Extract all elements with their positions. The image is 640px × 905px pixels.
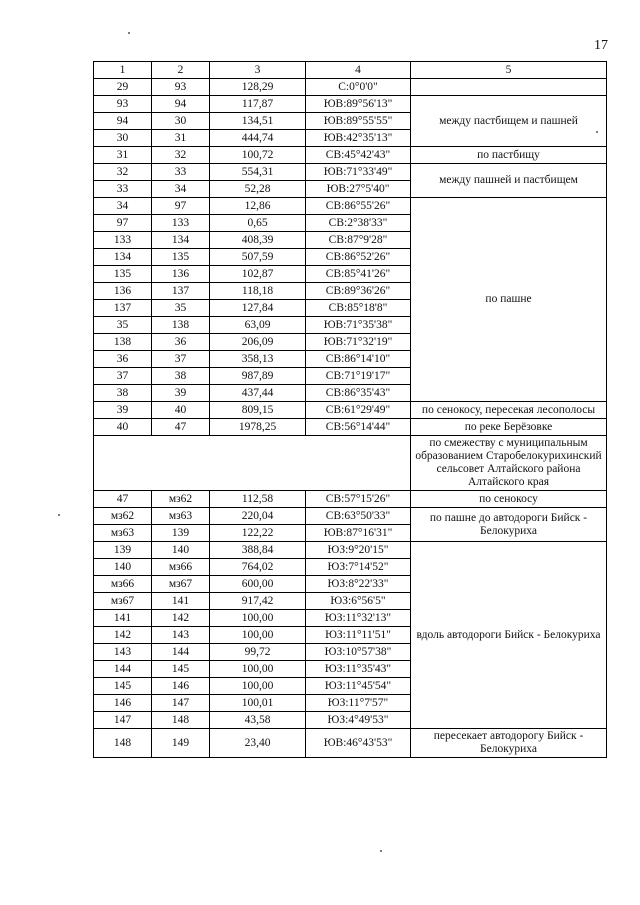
column-header: 3 bbox=[210, 62, 306, 79]
table-row bbox=[94, 198, 607, 215]
bearing-cell: ЮЗ:11°7'57" bbox=[306, 695, 411, 712]
to-point-cell: мз67 bbox=[152, 576, 210, 593]
bearing-cell: СВ:57°15'26" bbox=[306, 491, 411, 508]
distance-cell: 128,29 bbox=[210, 79, 306, 96]
from-point-cell: 39 bbox=[94, 402, 152, 419]
table-row bbox=[94, 729, 607, 758]
to-point-cell: 93 bbox=[152, 79, 210, 96]
from-point-cell: 34 bbox=[94, 198, 152, 215]
to-point-cell: 148 bbox=[152, 712, 210, 729]
to-point-cell: 138 bbox=[152, 317, 210, 334]
table-row bbox=[94, 147, 607, 164]
to-point-cell: 31 bbox=[152, 130, 210, 147]
bearing-cell: СВ:86°52'26" bbox=[306, 249, 411, 266]
bearing-cell: ЮВ:71°33'49" bbox=[306, 164, 411, 181]
distance-cell: 206,09 bbox=[210, 334, 306, 351]
to-point-cell: 39 bbox=[152, 385, 210, 402]
to-point-cell: 136 bbox=[152, 266, 210, 283]
from-point-cell: 134 bbox=[94, 249, 152, 266]
from-point-cell: 30 bbox=[94, 130, 152, 147]
bearing-cell: СВ:89°36'26" bbox=[306, 283, 411, 300]
adjacency-note: по смежеству с муниципальным образованием Старобелокурихинский сельсовет Алтайского района Алтайского края bbox=[411, 436, 607, 491]
distance-cell: 63,09 bbox=[210, 317, 306, 334]
distance-cell: 23,40 bbox=[210, 729, 306, 758]
adjacency-row bbox=[94, 436, 607, 491]
distance-cell: 987,89 bbox=[210, 368, 306, 385]
from-point-cell: 148 bbox=[94, 729, 152, 758]
distance-cell: 358,13 bbox=[210, 351, 306, 368]
distance-cell: 99,72 bbox=[210, 644, 306, 661]
from-point-cell: 143 bbox=[94, 644, 152, 661]
distance-cell: 102,87 bbox=[210, 266, 306, 283]
distance-cell: 0,65 bbox=[210, 215, 306, 232]
description-cell: по пашне bbox=[411, 198, 607, 402]
distance-cell: 507,59 bbox=[210, 249, 306, 266]
bearing-cell: СВ:63°50'33" bbox=[306, 508, 411, 525]
from-point-cell: 40 bbox=[94, 419, 152, 436]
table-row bbox=[94, 402, 607, 419]
from-point-cell: 135 bbox=[94, 266, 152, 283]
blank-cell bbox=[94, 436, 411, 491]
table-row bbox=[94, 508, 607, 525]
from-point-cell: 33 bbox=[94, 181, 152, 198]
distance-cell: 117,87 bbox=[210, 96, 306, 113]
to-point-cell: 146 bbox=[152, 678, 210, 695]
bearing-cell: СВ:85°41'26" bbox=[306, 266, 411, 283]
from-point-cell: 147 bbox=[94, 712, 152, 729]
to-point-cell: 134 bbox=[152, 232, 210, 249]
to-point-cell: 142 bbox=[152, 610, 210, 627]
to-point-cell: 140 bbox=[152, 542, 210, 559]
distance-cell: 444,74 bbox=[210, 130, 306, 147]
bearing-cell: ЮЗ:9°20'15" bbox=[306, 542, 411, 559]
distance-cell: 118,18 bbox=[210, 283, 306, 300]
from-point-cell: 97 bbox=[94, 215, 152, 232]
from-point-cell: мз63 bbox=[94, 525, 152, 542]
from-point-cell: 145 bbox=[94, 678, 152, 695]
bearing-cell: ЮВ:71°35'38" bbox=[306, 317, 411, 334]
bearing-cell: СВ:56°14'44" bbox=[306, 419, 411, 436]
distance-cell: 112,58 bbox=[210, 491, 306, 508]
description-cell: между пашней и пастбищем bbox=[411, 164, 607, 198]
to-point-cell: мз63 bbox=[152, 508, 210, 525]
to-point-cell: 35 bbox=[152, 300, 210, 317]
bearing-cell: ЮВ:89°55'55" bbox=[306, 113, 411, 130]
distance-cell: 764,02 bbox=[210, 559, 306, 576]
column-header: 4 bbox=[306, 62, 411, 79]
bearing-cell: СВ:86°14'10" bbox=[306, 351, 411, 368]
description-cell: вдоль автодороги Бийск - Белокуриха bbox=[411, 542, 607, 729]
to-point-cell: 38 bbox=[152, 368, 210, 385]
to-point-cell: 47 bbox=[152, 419, 210, 436]
from-point-cell: 36 bbox=[94, 351, 152, 368]
distance-cell: 1978,25 bbox=[210, 419, 306, 436]
bearing-cell: ЮЗ:7°14'52" bbox=[306, 559, 411, 576]
column-header: 1 bbox=[94, 62, 152, 79]
to-point-cell: 147 bbox=[152, 695, 210, 712]
distance-cell: 100,72 bbox=[210, 147, 306, 164]
from-point-cell: 35 bbox=[94, 317, 152, 334]
distance-cell: 600,00 bbox=[210, 576, 306, 593]
column-header: 2 bbox=[152, 62, 210, 79]
description-cell: по пастбищу bbox=[411, 147, 607, 164]
to-point-cell: 135 bbox=[152, 249, 210, 266]
to-point-cell: 137 bbox=[152, 283, 210, 300]
to-point-cell: 94 bbox=[152, 96, 210, 113]
to-point-cell: 32 bbox=[152, 147, 210, 164]
from-point-cell: мз62 bbox=[94, 508, 152, 525]
table-row bbox=[94, 164, 607, 181]
bearing-cell: ЮЗ:11°11'51" bbox=[306, 627, 411, 644]
from-point-cell: 140 bbox=[94, 559, 152, 576]
to-point-cell: 40 bbox=[152, 402, 210, 419]
from-point-cell: 37 bbox=[94, 368, 152, 385]
column-header: 5 bbox=[411, 62, 607, 79]
distance-cell: 127,84 bbox=[210, 300, 306, 317]
table-row bbox=[94, 419, 607, 436]
to-point-cell: мз66 bbox=[152, 559, 210, 576]
distance-cell: 388,84 bbox=[210, 542, 306, 559]
scan-speck bbox=[58, 514, 60, 516]
bearing-cell: ЮЗ:8°22'33" bbox=[306, 576, 411, 593]
distance-cell: 554,31 bbox=[210, 164, 306, 181]
bearing-cell: СВ:71°19'17" bbox=[306, 368, 411, 385]
from-point-cell: 93 bbox=[94, 96, 152, 113]
bearing-cell: ЮЗ:11°32'13" bbox=[306, 610, 411, 627]
description-cell bbox=[411, 79, 607, 96]
from-point-cell: 138 bbox=[94, 334, 152, 351]
page-number: 17 bbox=[594, 38, 608, 53]
from-point-cell: 146 bbox=[94, 695, 152, 712]
to-point-cell: 139 bbox=[152, 525, 210, 542]
to-point-cell: 34 bbox=[152, 181, 210, 198]
to-point-cell: 149 bbox=[152, 729, 210, 758]
bearing-cell: СВ:86°35'43" bbox=[306, 385, 411, 402]
boundary-table bbox=[93, 61, 607, 758]
description-cell: по пашне до автодороги Бийск - Белокуриха bbox=[411, 508, 607, 542]
from-point-cell: 139 bbox=[94, 542, 152, 559]
distance-cell: 408,39 bbox=[210, 232, 306, 249]
header-row bbox=[94, 62, 607, 79]
to-point-cell: 36 bbox=[152, 334, 210, 351]
bearing-cell: СВ:45°42'43" bbox=[306, 147, 411, 164]
bearing-cell: СВ:86°55'26" bbox=[306, 198, 411, 215]
from-point-cell: 29 bbox=[94, 79, 152, 96]
bearing-cell: СВ:87°9'28" bbox=[306, 232, 411, 249]
bearing-cell: ЮВ:89°56'13" bbox=[306, 96, 411, 113]
from-point-cell: 141 bbox=[94, 610, 152, 627]
bearing-cell: ЮЗ:11°35'43" bbox=[306, 661, 411, 678]
from-point-cell: 32 bbox=[94, 164, 152, 181]
distance-cell: 100,00 bbox=[210, 678, 306, 695]
from-point-cell: 38 bbox=[94, 385, 152, 402]
bearing-cell: СВ:85°18'8" bbox=[306, 300, 411, 317]
distance-cell: 52,28 bbox=[210, 181, 306, 198]
from-point-cell: 142 bbox=[94, 627, 152, 644]
from-point-cell: 31 bbox=[94, 147, 152, 164]
from-point-cell: 137 bbox=[94, 300, 152, 317]
table-row bbox=[94, 491, 607, 508]
description-cell: по сенокосу, пересекая лесополосы bbox=[411, 402, 607, 419]
to-point-cell: 141 bbox=[152, 593, 210, 610]
bearing-cell: С:0°0'0" bbox=[306, 79, 411, 96]
distance-cell: 437,44 bbox=[210, 385, 306, 402]
bearing-cell: ЮВ:71°32'19" bbox=[306, 334, 411, 351]
bearing-cell: СВ:61°29'49" bbox=[306, 402, 411, 419]
distance-cell: 100,00 bbox=[210, 661, 306, 678]
distance-cell: 220,04 bbox=[210, 508, 306, 525]
bearing-cell: ЮВ:46°43'53" bbox=[306, 729, 411, 758]
bearing-cell: ЮЗ:10°57'38" bbox=[306, 644, 411, 661]
from-point-cell: мз67 bbox=[94, 593, 152, 610]
to-point-cell: 97 bbox=[152, 198, 210, 215]
description-cell: по сенокосу bbox=[411, 491, 607, 508]
from-point-cell: 94 bbox=[94, 113, 152, 130]
distance-cell: 100,01 bbox=[210, 695, 306, 712]
table-row bbox=[94, 542, 607, 559]
from-point-cell: 136 bbox=[94, 283, 152, 300]
table-row bbox=[94, 96, 607, 113]
bearing-cell: ЮЗ:11°45'54" bbox=[306, 678, 411, 695]
from-point-cell: 133 bbox=[94, 232, 152, 249]
to-point-cell: 144 bbox=[152, 644, 210, 661]
distance-cell: 100,00 bbox=[210, 610, 306, 627]
to-point-cell: 33 bbox=[152, 164, 210, 181]
distance-cell: 100,00 bbox=[210, 627, 306, 644]
to-point-cell: 37 bbox=[152, 351, 210, 368]
to-point-cell: 143 bbox=[152, 627, 210, 644]
to-point-cell: 145 bbox=[152, 661, 210, 678]
description-cell: пересекает автодорогу Бийск - Белокуриха bbox=[411, 729, 607, 758]
from-point-cell: мз66 bbox=[94, 576, 152, 593]
description-cell: между пастбищем и пашней bbox=[411, 96, 607, 147]
from-point-cell: 47 bbox=[94, 491, 152, 508]
bearing-cell: СВ:2°38'33" bbox=[306, 215, 411, 232]
from-point-cell: 144 bbox=[94, 661, 152, 678]
scan-speck bbox=[128, 32, 130, 34]
distance-cell: 917,42 bbox=[210, 593, 306, 610]
distance-cell: 122,22 bbox=[210, 525, 306, 542]
distance-cell: 809,15 bbox=[210, 402, 306, 419]
scan-speck bbox=[596, 131, 598, 133]
distance-cell: 134,51 bbox=[210, 113, 306, 130]
to-point-cell: мз62 bbox=[152, 491, 210, 508]
bearing-cell: ЮЗ:4°49'53" bbox=[306, 712, 411, 729]
scan-speck bbox=[380, 850, 382, 852]
bearing-cell: ЮВ:42°35'13" bbox=[306, 130, 411, 147]
to-point-cell: 133 bbox=[152, 215, 210, 232]
to-point-cell: 30 bbox=[152, 113, 210, 130]
bearing-cell: ЮВ:87°16'31" bbox=[306, 525, 411, 542]
bearing-cell: ЮЗ:6°56'5" bbox=[306, 593, 411, 610]
bearing-cell: ЮВ:27°5'40" bbox=[306, 181, 411, 198]
distance-cell: 12,86 bbox=[210, 198, 306, 215]
distance-cell: 43,58 bbox=[210, 712, 306, 729]
table-row bbox=[94, 79, 607, 96]
description-cell: по реке Берёзовке bbox=[411, 419, 607, 436]
